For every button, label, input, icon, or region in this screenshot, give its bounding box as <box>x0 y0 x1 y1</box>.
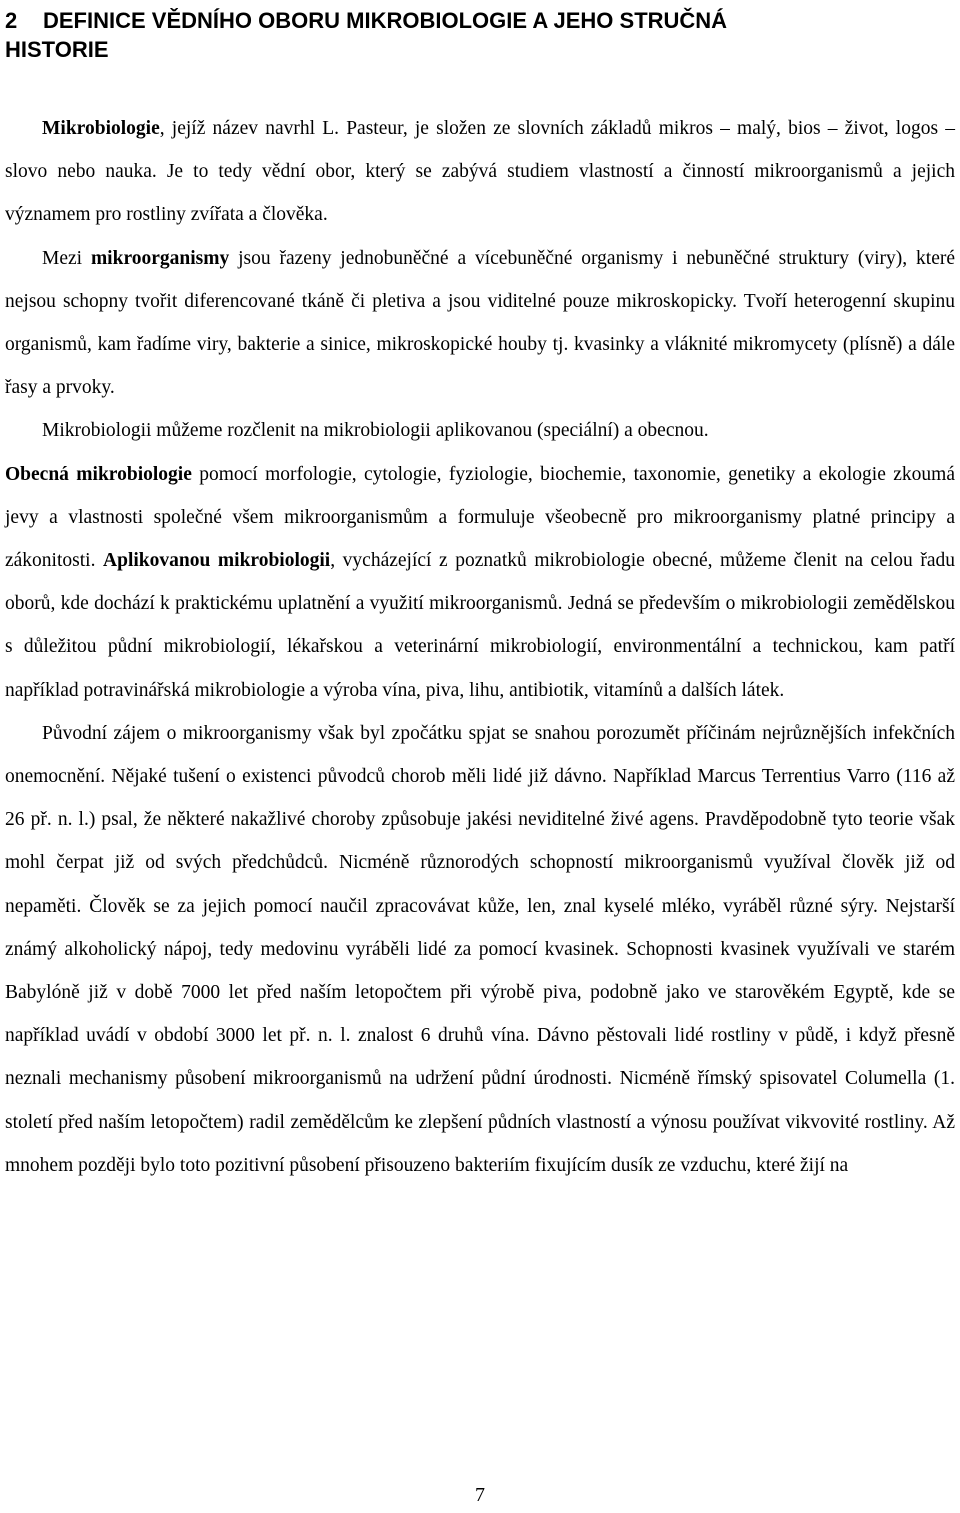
paragraph-text: Původní zájem o mikroorganismy však byl zpočátku spjat se snahou porozumět příčinám nejrůznějších infekčních onemocnění. Nějaké tušení o existenci původců chorob měli lidé již dávno. Například Marcus Terrentius Varro (116 až 26 př. n. l.) psal, že některé nakažlivé choroby způsobuje jakési neviditelné živé agens. Pravděpodobně tyto teorie však mohl čerpat již od svých předchůdců. Nicméně různorodých schopností mikroorganismů využíval člověk již od nepaměti. Člověk se za jejich pomocí naučil zpracovávat kůže, len, znal kyselé mléko, vyráběl různé sýry. Nejstarší známý alkoholický nápoj, tedy medovinu vyráběli lidé za pomocí kvasinek. Schopnosti kvasinek využívali ve starém Babylóně již v době 7000 let před naším letopočtem při výrobě piva, podobně jako ve starověkém Egyptě, kde se například uvádí v období 3000 let př. n. l. znalost 6 druhů vína. Dávno pěstovali lidé rostliny v půdě, i když přesně neznali mechanismy působení mikroorganismů na udržení půdní úrodnosti. Nicméně římský spisovatel Columella (1. století před naším letopočtem) radil zemědělcům ke zlepšení půdních vlastností a výnosu používat vikvovité rostliny. Až mnohem později bylo toto pozitivní působení přisouzeno bakteriím fixujícím dusík ze vzduchu, které žijí na <box>5 722 955 1176</box>
term-mikrobiologie: Mikrobiologie <box>42 118 160 139</box>
body-text <box>5 107 955 1187</box>
paragraph-text: jsou řazeny jednobuněčné a vícebuněčné organismy i nebuněčné struktury (viry), které nejsou schopny tvořit diferencované tkáně či pletiva a jsou viditelné pouze mikroskopicky. Tvoří heterogenní skupinu organismů, kam řadíme viry, bakterie a sinice, mikroskopické houby tj. kvasinky a vláknité mikromycety (plísně) a dále řasy a prvoky. <box>5 247 955 399</box>
term-mikroorganismy: mikroorganismy <box>90 247 230 269</box>
term-obecna-mikrobiologie: Obecná mikrobiologie <box>5 463 192 485</box>
chapter-heading <box>5 6 955 64</box>
paragraph-history <box>5 712 955 1187</box>
paragraph-text: , vycházející z poznatků mikrobiologie obecné, můžeme členit na celou řadu oborů, kde dochází k praktickému uplatnění a využití mikroorganismů. Jedná se především o mikrobiologii zemědělskou s důležitou půdní mikrobiologií, lékařskou a veterinární mikrobiologií, environmentální a technickou, kam patří například potravinářská mikrobiologie a výroba vína, piva, lihu, antibiotik, vitamínů a dalších látek. <box>5 550 955 701</box>
page-number: 7 <box>475 1484 485 1506</box>
chapter-number: 2 <box>5 8 18 33</box>
paragraph-microorganisms <box>5 237 955 410</box>
term-aplikovana-mikrobiologie: Aplikovanou mikrobiologii <box>103 550 331 572</box>
chapter-title-line2: HISTORIE <box>5 37 109 62</box>
paragraph-text: Mezi <box>42 247 91 269</box>
paragraph-text: pomocí morfologie, cytologie, fyziologie, biochemie, taxonomie, genetiky a ekologie zkoumá jevy a vlastnosti společné všem mikroorganismům a formuluje všeobecně pro mikroorganismy platné principy a zákonitosti. <box>5 463 955 572</box>
paragraph-general-applied <box>5 453 955 712</box>
chapter-title-line1: DEFINICE VĚDNÍHO OBORU MIKROBIOLOGIE A JEHO STRUČNÁ <box>43 8 728 33</box>
paragraph-text: Mikrobiologii můžeme rozčlenit na mikrobiologii aplikovanou (speciální) a obecnou. <box>42 420 709 442</box>
paragraph-definition <box>5 107 955 237</box>
paragraph-text: , jejíž název navrhl L. Pasteur, je složen ze slovních základů mikros – malý, bios – život, logos – slovo nebo nauka. Je to tedy vědní obor, který se zabývá studiem vlastností a činností mikroorganismů a jejich významem pro rostliny zvířata a člověka. <box>5 118 955 226</box>
paragraph-division <box>5 409 955 452</box>
